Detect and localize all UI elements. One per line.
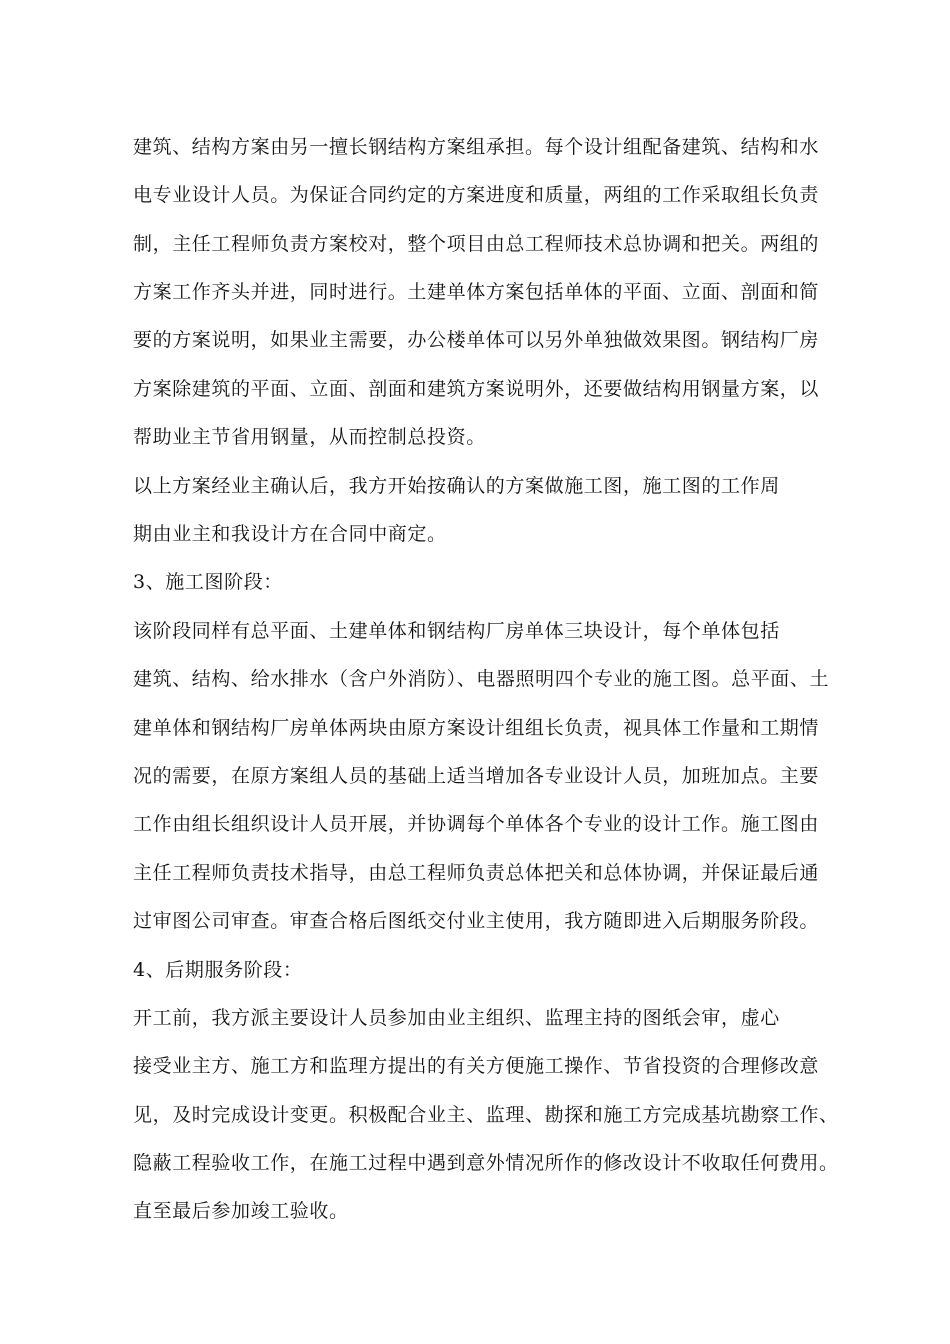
- text-line: 期由业主和我设计方在合同中商定。: [133, 523, 447, 545]
- text-line: 直至最后参加竣工验收。: [133, 1200, 349, 1222]
- text-line: 接受业主方、施工方和监理方提出的有关方便施工操作、节省投资的合理修改意: [133, 1055, 820, 1077]
- text-line: 要的方案说明，如果业主需要，办公楼单体可以另外单独做效果图。钢结构厂房: [133, 329, 820, 351]
- text-line: 见，及时完成设计变更。积极配合业主、监理、勘探和施工方完成基坑勘察工作、: [133, 1104, 839, 1126]
- text-line: 过审图公司审查。审查合格后图纸交付业主使用，我方随即进入后期服务阶段。: [133, 910, 820, 932]
- text-line: 方案除建筑的平面、立面、剖面和建筑方案说明外，还要做结构用钢量方案，以: [133, 378, 820, 400]
- text-line: 该阶段同样有总平面、土建单体和钢结构厂房单体三块设计，每个单体包括: [133, 620, 780, 642]
- text-line: 况的需要，在原方案组人员的基础上适当增加各专业设计人员，加班加点。主要: [133, 765, 820, 787]
- text-line: 帮助业主节省用钢量，从而控制总投资。: [133, 426, 486, 448]
- text-line: 隐蔽工程验收工作，在施工过程中遇到意外情况所作的修改设计不收取任何费用。: [133, 1152, 839, 1174]
- section-heading: 3、施工图阶段：: [133, 571, 283, 593]
- text-line: 开工前，我方派主要设计人员参加由业主组织、监理主持的图纸会审，虚心: [133, 1007, 780, 1029]
- text-line: 工作由组长组织设计人员开展，并协调每个单体各个专业的设计工作。施工图由: [133, 813, 820, 835]
- text-line: 建筑、结构、给水排水（含户外消防）、电器照明四个专业的施工图。总平面、土: [133, 668, 830, 690]
- text-line: 制，主任工程师负责方案校对，整个项目由总工程师技术总协调和把关。两组的: [133, 233, 820, 255]
- text-line: 建筑、结构方案由另一擅长钢结构方案组承担。每个设计组配备建筑、结构和水: [133, 136, 820, 158]
- text-line: 建单体和钢结构厂房单体两块由原方案设计组组长负责，视具体工作量和工期情: [133, 717, 820, 739]
- text-line: 方案工作齐头并进，同时进行。土建单体方案包括单体的平面、立面、剖面和简: [133, 281, 820, 303]
- text-line: 以上方案经业主确认后，我方开始按确认的方案做施工图，施工图的工作周: [133, 475, 780, 497]
- section-heading: 4、后期服务阶段：: [133, 959, 303, 981]
- text-line: 主任工程师负责技术指导，由总工程师负责总体把关和总体协调，并保证最后通: [133, 862, 820, 884]
- text-line: 电专业设计人员。为保证合同约定的方案进度和质量，两组的工作采取组长负责: [133, 184, 820, 206]
